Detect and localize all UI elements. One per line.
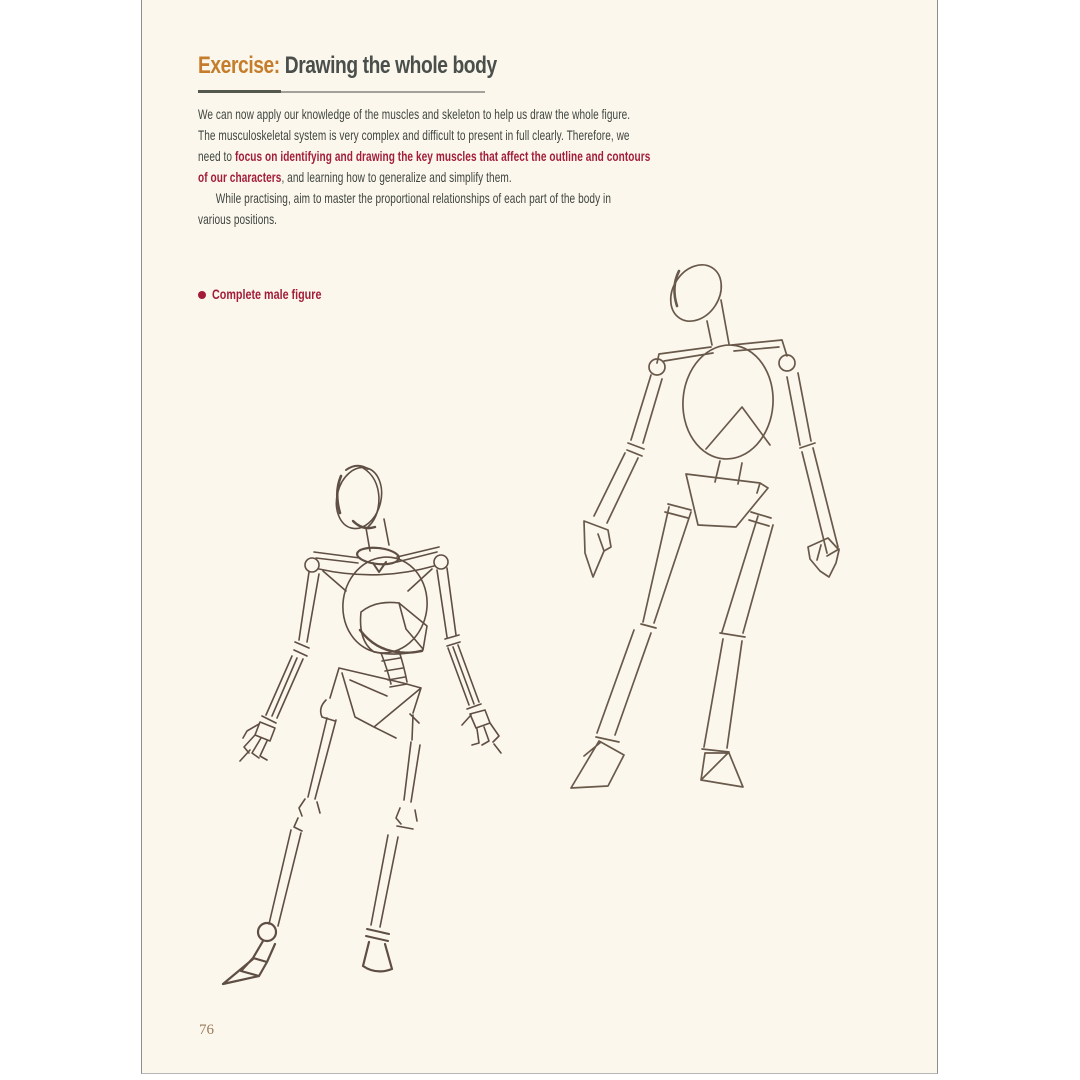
right-figure-head bbox=[660, 255, 731, 330]
left-figure-right-leg bbox=[363, 715, 420, 971]
left-figure-right-arm bbox=[437, 568, 501, 753]
left-figure-torso bbox=[337, 552, 434, 687]
right-figure-torso bbox=[679, 342, 777, 484]
left-figure-left-leg bbox=[223, 718, 336, 984]
right-figure-left-arm bbox=[584, 375, 662, 577]
body-text-line: various positions. bbox=[198, 212, 278, 227]
figure-caption-bullet bbox=[198, 287, 352, 302]
bullet-dot-icon bbox=[198, 291, 206, 299]
figure-caption-label: Complete male figure bbox=[212, 287, 322, 302]
body-text-line: While practising, aim to master the proportional relationships of each part of the body in bbox=[215, 191, 612, 206]
body-text-line: The musculoskeletal system is very complex and difficult to present in full clearly. Therefore, we bbox=[198, 128, 630, 143]
title-underline-dark bbox=[198, 90, 281, 93]
skeletal-mannequin-sketch bbox=[211, 450, 531, 995]
right-figure-pelvis bbox=[665, 474, 771, 527]
page-number: 76 bbox=[199, 1022, 214, 1038]
right-figure-right-arm bbox=[787, 373, 839, 577]
page-title bbox=[198, 52, 571, 80]
body-text bbox=[198, 104, 686, 230]
right-figure-neck bbox=[707, 300, 729, 345]
body-text-line: need to focus on identifying and drawing the key muscles that affect the outline and contours bbox=[198, 149, 651, 164]
title-text: Drawing the whole body bbox=[279, 52, 497, 79]
book-page bbox=[141, 0, 938, 1074]
left-figure-head bbox=[330, 463, 388, 534]
right-figure-left-leg bbox=[571, 507, 691, 788]
right-figure-right-leg bbox=[701, 516, 773, 787]
body-text-line: We can now apply our knowledge of the muscles and skeleton to help us draw the whole figure. bbox=[198, 107, 631, 122]
body-text-line: of our characters, and learning how to generalize and simplify them. bbox=[198, 170, 512, 185]
simplified-mannequin-sketch bbox=[541, 250, 851, 795]
title-exercise-prefix: Exercise: bbox=[198, 52, 280, 79]
left-figure-left-arm bbox=[240, 572, 319, 761]
